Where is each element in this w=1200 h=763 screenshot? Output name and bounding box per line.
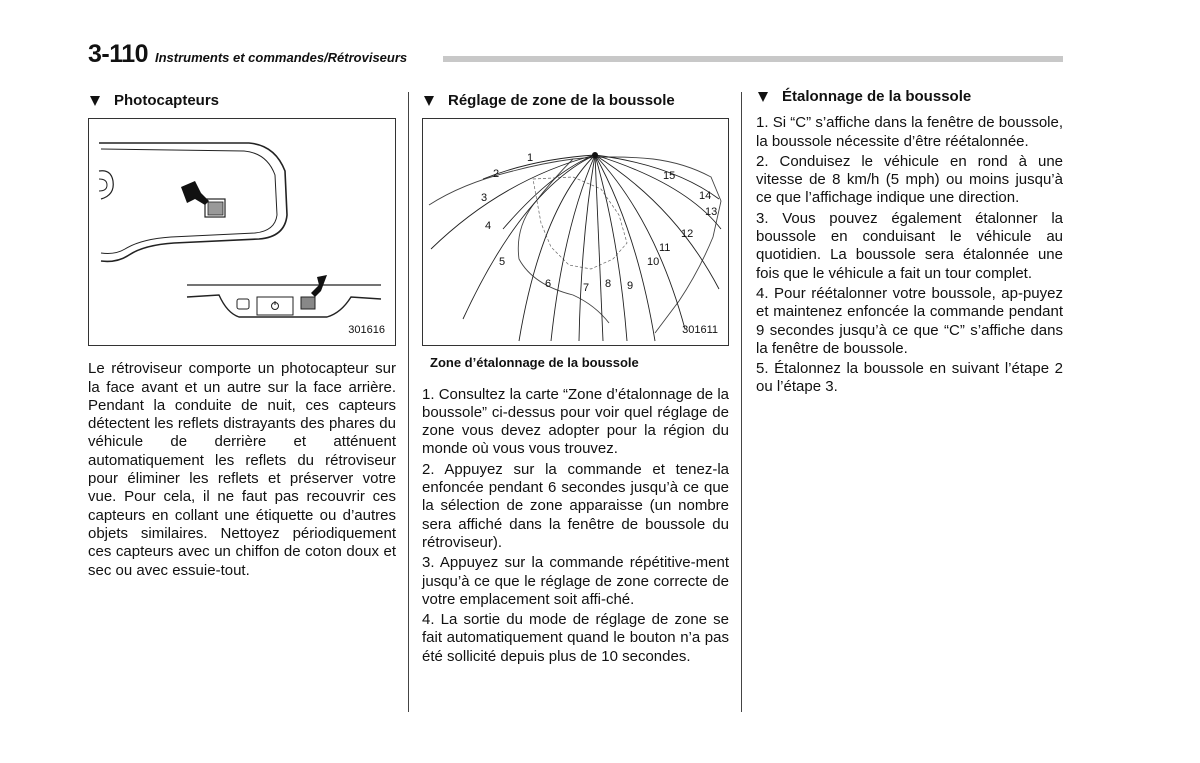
compass-zone-map <box>422 118 729 346</box>
step-item: 2. Appuyez sur la commande et tenez-la enfoncée pendant 6 secondes jusqu’à ce que la sélection de zone apparaisse (un nombre sera affiché dans la fenêtre de boussole du rétroviseur). <box>422 460 729 551</box>
zone-map-drawing <box>423 119 728 345</box>
zone-label: 14 <box>699 190 712 203</box>
zone-label: 3 <box>481 192 488 205</box>
section-heading <box>88 92 396 110</box>
mirror-illustration <box>88 118 396 346</box>
step-item: 4. La sortie du mode de réglage de zone se fait automatiquement quand le bouton n’a pas été sollicité depuis plus de 10 secondes. <box>422 611 729 665</box>
triangle-bullet-icon <box>758 92 768 102</box>
step-item: 3. Vous pouvez également étalonner la boussole en conduisant le véhicule au quotidien. La boussole sera étalonnée une fois que le véhicule a fait un tour complet. <box>756 209 1063 282</box>
page-header <box>88 40 1063 70</box>
step-item: 5. Étalonnez la boussole en suivant l’étape 2 ou l’étape 3. <box>756 360 1063 396</box>
triangle-bullet-icon <box>90 96 100 106</box>
zone-label: 10 <box>647 256 660 269</box>
column-zone-setting <box>422 92 729 668</box>
zone-label: 6 <box>545 278 552 291</box>
zone-label: 15 <box>663 170 676 183</box>
zone-label: 7 <box>583 282 590 295</box>
zone-label: 1 <box>527 152 534 165</box>
zone-label: 4 <box>485 220 492 233</box>
zone-label: 5 <box>499 256 506 269</box>
mirror-drawing <box>89 119 395 345</box>
column-divider <box>408 92 409 712</box>
column-divider <box>741 92 742 712</box>
step-item: 3. Appuyez sur la commande répétitive-ment jusqu’à ce que le réglage de zone correcte de votre emplacement soit affi-ché. <box>422 554 729 608</box>
figure-code: 301616 <box>348 324 385 336</box>
step-item: 1. Consultez la carte “Zone d’étalonnage de la boussole” ci-dessus pour voir quel réglage de zone vous devez adopter pour la région du monde où vous vous trouvez. <box>422 385 729 458</box>
section-heading-text: Étalonnage de la boussole <box>782 88 972 105</box>
header-rule <box>443 56 1063 62</box>
figure-code: 301611 <box>682 324 718 336</box>
step-item: 2. Conduisez le véhicule en rond à une vitesse de 8 km/h (5 mph) ou moins jusqu’à ce que l’affichage indique une direction. <box>756 152 1063 207</box>
zone-label: 13 <box>705 206 718 219</box>
zone-label: 8 <box>605 278 612 291</box>
zone-label: 2 <box>493 168 500 181</box>
section-heading <box>756 88 1063 106</box>
section-heading-text: Réglage de zone de la boussole <box>448 92 675 109</box>
column-photosensors <box>88 92 396 582</box>
zone-label: 11 <box>659 242 671 255</box>
page-number: 3-110 <box>88 40 149 68</box>
step-item: 1. Si “C” s’affiche dans la fenêtre de boussole, la boussole nécessite d’être réétalonnée. <box>756 114 1063 150</box>
chapter-title: Instruments et commandes/Rétroviseurs <box>155 50 408 65</box>
triangle-bullet-icon <box>424 96 434 106</box>
figure-caption: Zone d’étalonnage de la boussole <box>430 355 639 371</box>
zone-label: 12 <box>681 228 694 241</box>
body-paragraph: Le rétroviseur comporte un photocapteur sur la face avant et un autre sur la face arrière. Pendant la conduite de nuit, ces capteurs détectent les reflets distrayants des phares du véhicule de derrière et atténuent automatiquement les reflets du rétroviseur pour éliminer les reflets et préserver votre vue. Pour cela, il ne faut pas recouvrir ces capteurs en collant une étiquette ou d’autres objets similaires. Nettoyez périodiquement ces capteurs avec un chiffon de coton doux et sec ou avec essuie-tout. <box>88 360 396 579</box>
column-calibration <box>756 88 1063 399</box>
section-heading-text: Photocapteurs <box>114 92 220 109</box>
zone-label: 9 <box>627 280 634 293</box>
step-item: 4. Pour réétalonner votre boussole, ap-puyez et maintenez enfoncée la commande pendant 9 secondes jusqu’à ce que “C” s’affiche dans la fenêtre de boussole. <box>756 284 1063 357</box>
section-heading <box>422 92 729 110</box>
